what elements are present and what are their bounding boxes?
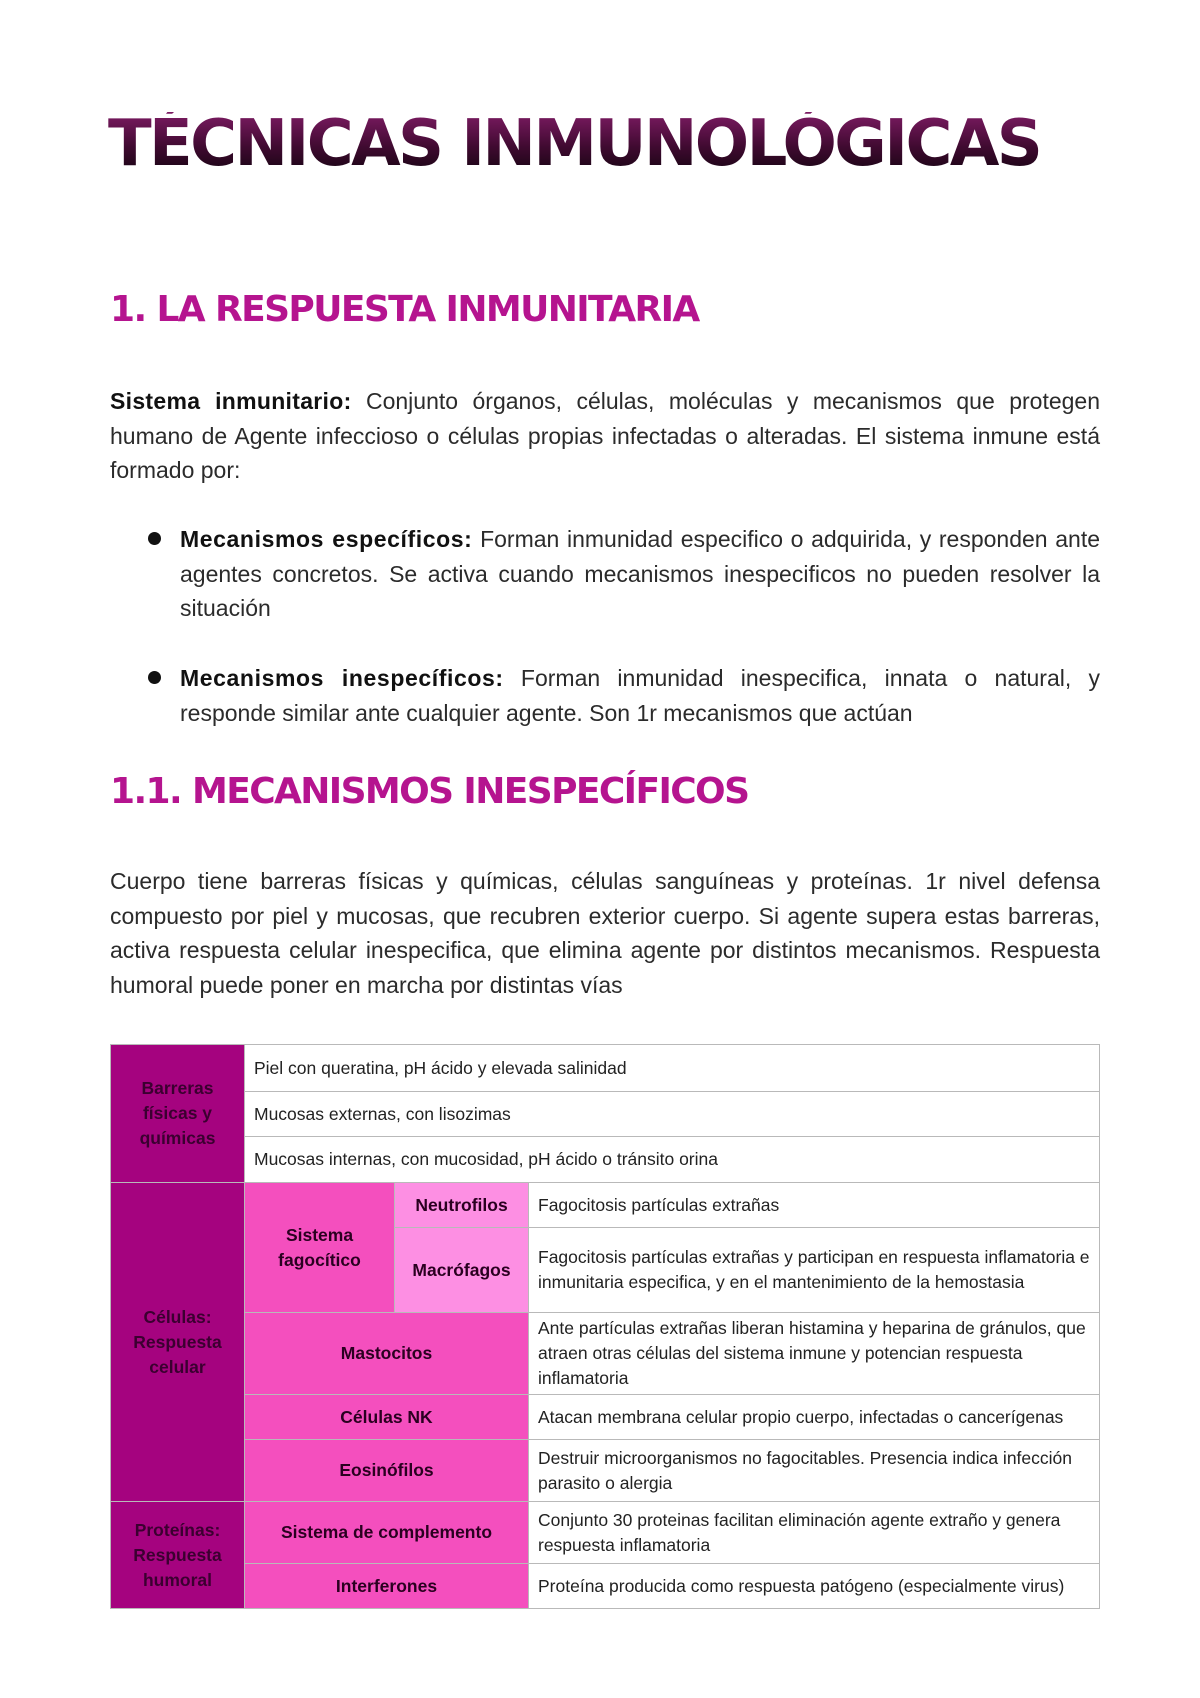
category-barreras: Barreras físicas y químicas	[111, 1045, 245, 1183]
barrera-mucosas-externas: Mucosas externas, con lisozimas	[245, 1092, 1100, 1137]
table-row	[111, 1045, 1100, 1092]
subcategory-interferones: Interferones	[245, 1564, 529, 1609]
document-title: TÉCNICAS INMUNOLÓGICAS	[108, 107, 1041, 181]
mastocitos-description: Ante partículas extrañas liberan histamina y heparina de gránulos, que atraen otras células del sistema inmune y potencian respuesta inflamatoria	[529, 1313, 1100, 1395]
section-heading-respuesta-inmunitaria: 1. LA RESPUESTA INMUNITARIA	[110, 289, 699, 330]
subcategory-celulas-nk: Células NK	[245, 1395, 529, 1440]
subcategory-eosinofilos: Eosinófilos	[245, 1440, 529, 1502]
cell-type-macrofagos: Macrófagos	[395, 1228, 529, 1313]
interferones-description: Proteína producida como respuesta patógeno (especialmente virus)	[529, 1564, 1100, 1609]
cell-type-neutrofilos: Neutrofilos	[395, 1183, 529, 1228]
category-proteinas: Proteínas: Respuesta humoral	[111, 1502, 245, 1609]
section-heading-mecanismos-inespecificos: 1.1. MECANISMOS INESPECÍFICOS	[110, 771, 749, 812]
list-item-mecanismos-especificos	[180, 522, 1100, 626]
macrofagos-description: Fagocitosis partículas extrañas y participan en respuesta inflamatoria e inmunitaria especifica, y en el mantenimiento de la hemostasia	[529, 1228, 1100, 1313]
table-row	[111, 1092, 1100, 1137]
immune-mechanisms-table	[110, 1044, 1100, 1609]
table-row	[111, 1564, 1100, 1609]
barrera-mucosas-internas: Mucosas internas, con mucosidad, pH ácido o tránsito orina	[245, 1137, 1100, 1183]
table-row	[111, 1137, 1100, 1183]
table-row	[111, 1440, 1100, 1502]
complemento-description: Conjunto 30 proteinas facilitan eliminación agente extraño y genera respuesta inflamatoria	[529, 1502, 1100, 1564]
celulas-nk-description: Atacan membrana celular propio cuerpo, infectadas o cancerígenas	[529, 1395, 1100, 1440]
bullet-icon	[148, 671, 161, 684]
bullet-text: Forman inmunidad especifico o adquirida, y responden ante agentes concretos. Se activa cuando mecanismos inespecificos no pueden resolver la situación	[180, 526, 1100, 621]
table-row	[111, 1183, 1100, 1228]
table-row	[111, 1502, 1100, 1564]
barrera-piel: Piel con queratina, pH ácido y elevada salinidad	[245, 1045, 1100, 1092]
section-paragraph: Cuerpo tiene barreras físicas y químicas, células sanguíneas y proteínas. 1r nivel defensa compuesto por piel y mucosas, que recubren exterior cuerpo. Si agente supera estas barreras, activa respuesta celular inespecifica, que elimina agente por distintos mecanismos. Respuesta humoral puede poner en marcha por distintas vías	[110, 868, 1100, 998]
category-celulas: Células: Respuesta celular	[111, 1183, 245, 1502]
subcategory-mastocitos: Mastocitos	[245, 1313, 529, 1395]
eosinofilos-description: Destruir microorganismos no fagocitables. Presencia indica infección parasito o alergia	[529, 1440, 1100, 1502]
subcategory-sistema-fagocitico: Sistema fagocítico	[245, 1183, 395, 1313]
neutrofilos-description: Fagocitosis partículas extrañas	[529, 1183, 1100, 1228]
bullet-text: Forman inmunidad inespecifica, innata o natural, y responde similar ante cualquier agente. Son 1r mecanismos que actúan	[180, 665, 1100, 726]
table-row	[111, 1313, 1100, 1395]
subcategory-sistema-complemento: Sistema de complemento	[245, 1502, 529, 1564]
intro-text: Conjunto órganos, células, moléculas y mecanismos que protegen humano de Agente infeccioso o células propias infectadas o alteradas. El sistema inmune está formado por:	[110, 388, 1100, 483]
bullet-term: Mecanismos inespecíficos:	[180, 665, 504, 691]
table-row	[111, 1395, 1100, 1440]
intro-term: Sistema inmunitario:	[110, 388, 352, 414]
bullet-term: Mecanismos específicos:	[180, 526, 473, 552]
list-item-mecanismos-inespecificos	[180, 661, 1100, 730]
intro-paragraph	[110, 384, 1100, 488]
bullet-icon	[148, 532, 161, 545]
